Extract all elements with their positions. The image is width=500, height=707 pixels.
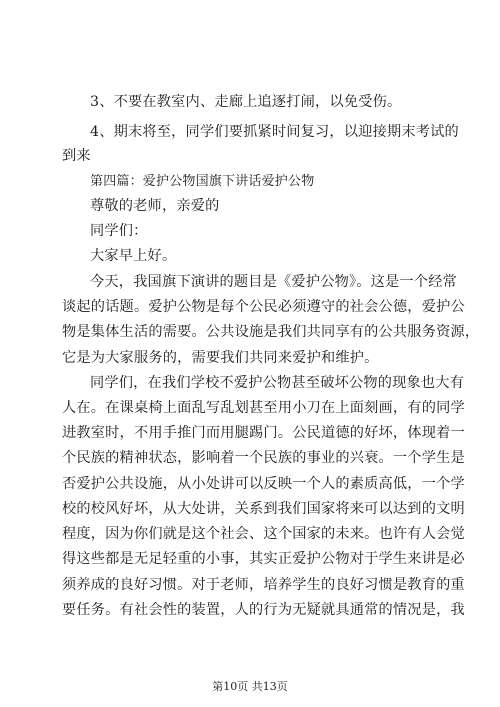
text-line: 进教室时，不用手推门而用腿踢门。公民道德的好坏，体现着一 xyxy=(62,425,465,441)
text-line: 物是集体生活的需要。公共设施是我们共同享有的公共服务资源， xyxy=(62,324,480,340)
text-line: 它是为大家服务的，需要我们共同来爱护和维护。 xyxy=(62,350,379,366)
greeting-line: 大家早上好。 xyxy=(90,248,177,264)
text-line: 须养成的良好习惯。对于老师，培养学生的良好习惯是教育的重 xyxy=(62,577,465,593)
text-line: 3、不要在教室内、走廊上追逐打闹，以免受伤。 xyxy=(90,94,402,110)
text-line: 到来 xyxy=(62,148,91,164)
text-line: 今天，我国旗下演讲的题目是《爱护公物》。这是一个经常 xyxy=(90,274,457,290)
text-line: 人在。在课桌椅上面乱写乱划甚至用小刀在上面刻画，有的同学 xyxy=(62,400,465,416)
text-line: 否爱护公共设施，从小处讲可以反映一个人的素质高低，一个学 xyxy=(62,476,465,492)
text-line: 谈起的话题。爱护公物是每个公民必须遵守的社会公德，爱护公 xyxy=(62,299,465,315)
text-line: 4、期末将至，同学们要抓紧时间复习，以迎接期末考试的 xyxy=(90,124,459,140)
text-line: 程度，因为你们就是这个社会、这个国家的未来。也许有人会觉 xyxy=(62,526,465,542)
text-line: 个民族的精神状态，影响着一个民族的事业的兴衰。一个学生是 xyxy=(62,450,465,466)
text-line: 同学们，在我们学校不爱护公物甚至破坏公物的现象也大有 xyxy=(90,375,465,391)
section-heading: 第四篇：爱护公物国旗下讲话爱护公物 xyxy=(90,174,315,189)
text-line: 得这些都是无足轻重的小事，其实正爱护公物对于学生来讲是必 xyxy=(62,551,465,567)
text-line: 要任务。有社会性的装置，人的行为无疑就具通常的情况是，我 xyxy=(62,602,465,618)
salutation-line: 尊敬的老师，亲爱的 xyxy=(90,198,220,214)
text-line: 校的校风好坏，从大处讲，关系到我们国家将来可以达到的文明 xyxy=(62,501,465,517)
page-number: 第10页 共13页 xyxy=(212,680,288,693)
salutation-line: 同学们： xyxy=(90,223,148,239)
